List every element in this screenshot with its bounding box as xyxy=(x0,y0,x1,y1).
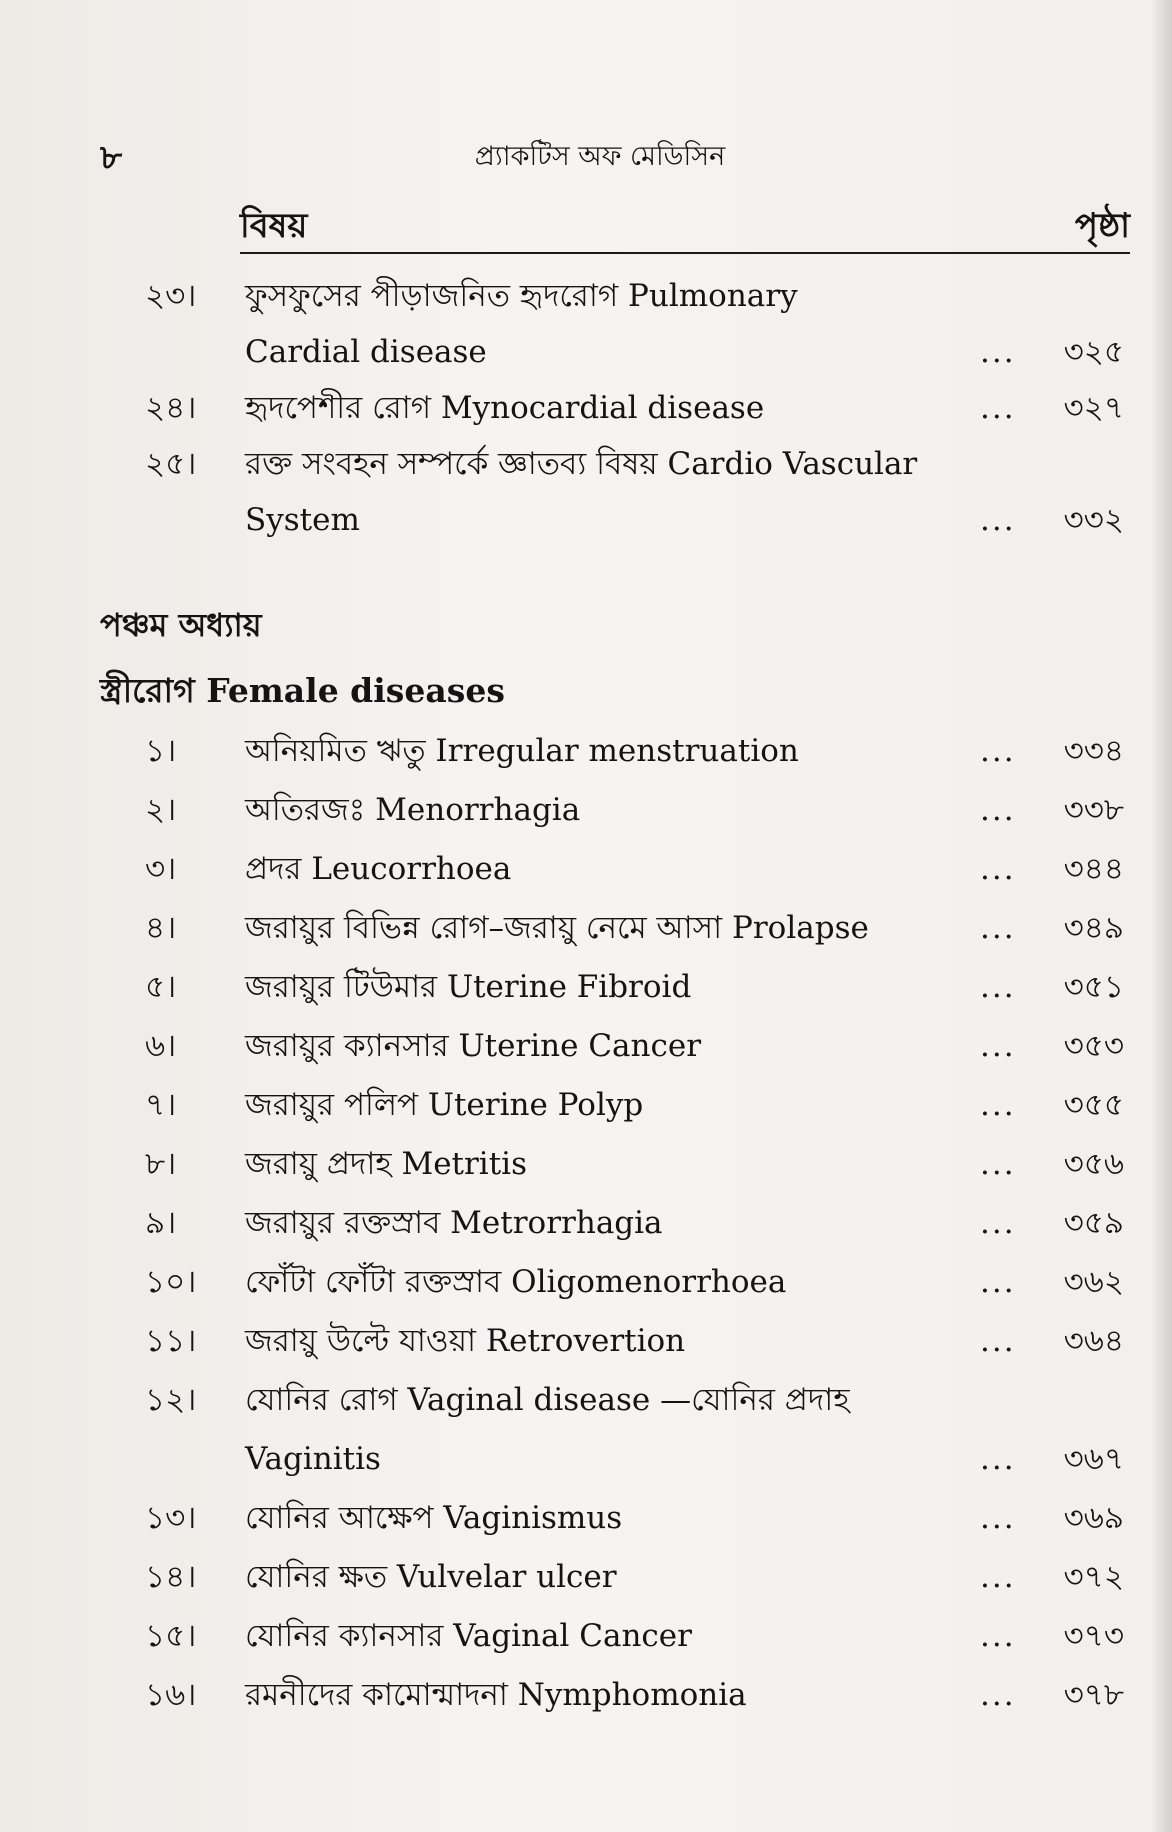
list-item xyxy=(0,1312,1172,1371)
entry-title: যোনির ক্ষত Vulvelar ulcer xyxy=(245,1559,617,1595)
entry-title: রমনীদের কামোন্মাদনা Nymphomonia xyxy=(245,1677,747,1713)
subject-heading: বিষয় xyxy=(240,206,308,246)
leader-dots: ... xyxy=(980,969,1016,1005)
list-item xyxy=(0,1076,1172,1135)
entry-number: ২৩। xyxy=(145,278,197,314)
leader-dots: ... xyxy=(980,1441,1016,1477)
list-item xyxy=(0,268,1172,324)
list-item xyxy=(0,781,1172,840)
entry-title: প্রদর Leucorrhoea xyxy=(245,851,512,887)
entry-number: ২৪। xyxy=(145,390,197,426)
list-item-continuation xyxy=(0,492,1172,548)
leader-dots: ... xyxy=(980,1500,1016,1536)
entry-number: ১২। xyxy=(145,1382,197,1418)
page-number: ৮ xyxy=(100,138,123,178)
entry-title: জরায়ুর ক্যানসার Uterine Cancer xyxy=(245,1028,702,1064)
list-item xyxy=(0,1548,1172,1607)
list-item xyxy=(0,899,1172,958)
entry-number: ৪। xyxy=(145,910,177,946)
list-item xyxy=(0,436,1172,492)
entry-number: ২। xyxy=(145,792,177,828)
entry-number: ১। xyxy=(145,733,177,769)
heading-rule xyxy=(240,252,1130,254)
contents-section-a xyxy=(0,268,1172,548)
entry-title: হৃদপেশীর রোগ Mynocardial disease xyxy=(245,390,765,426)
list-item xyxy=(0,1371,1172,1430)
entry-title: অতিরজঃ Menorrhagia xyxy=(245,792,581,828)
entry-page: ৩৬৪ xyxy=(1063,1323,1124,1359)
entry-title-continued: System xyxy=(245,502,360,538)
entry-number: ৫। xyxy=(145,969,177,1005)
entry-page: ৩৫৩ xyxy=(1063,1028,1124,1064)
entry-title: ফোঁটা ফোঁটা রক্তস্রাব Oligomenorrhoea xyxy=(245,1264,787,1300)
entry-number: ৭। xyxy=(145,1087,177,1123)
entry-page: ৩৬৭ xyxy=(1063,1441,1124,1477)
entry-title: জরায়ুর পলিপ Uterine Polyp xyxy=(245,1087,644,1123)
list-item xyxy=(0,1135,1172,1194)
leader-dots: ... xyxy=(980,1146,1016,1182)
entry-title: জরায়ুর বিভিন্ন রোগ–জরায়ু নেমে আসা Prolapse xyxy=(245,910,869,946)
list-item xyxy=(0,1017,1172,1076)
entry-page: ৩৪৪ xyxy=(1063,851,1124,887)
entry-title: অনিয়মিত ঋতু Irregular menstruation xyxy=(245,733,799,769)
leader-dots: ... xyxy=(980,1323,1016,1359)
leader-dots: ... xyxy=(980,1264,1016,1300)
entry-title: জরায়ু প্রদাহ Metritis xyxy=(245,1146,528,1182)
entry-page: ৩৫১ xyxy=(1063,969,1124,1005)
entry-title: রক্ত সংবহন সম্পর্কে জ্ঞাতব্য বিষয় Cardio Vascular xyxy=(245,446,918,482)
entry-page: ৩৪৯ xyxy=(1063,910,1124,946)
entry-page: ৩৬৯ xyxy=(1063,1500,1124,1536)
leader-dots: ... xyxy=(980,1618,1016,1654)
entry-number: ৯। xyxy=(145,1205,177,1241)
entry-page: ৩৩৮ xyxy=(1063,792,1124,828)
entry-title: জরায়ু উল্টে যাওয়া Retrovertion xyxy=(245,1323,686,1359)
leader-dots: ... xyxy=(980,910,1016,946)
entry-page: ৩৩৪ xyxy=(1063,733,1124,769)
list-item xyxy=(0,840,1172,899)
running-title: প্র্যাকটিস অফ মেডিসিন xyxy=(474,141,726,172)
leader-dots: ... xyxy=(980,792,1016,828)
entry-title-continued: Cardial disease xyxy=(245,334,487,370)
leader-dots: ... xyxy=(980,390,1016,426)
entry-number: ৩। xyxy=(145,851,177,887)
leader-dots: ... xyxy=(980,1087,1016,1123)
entry-title: জরায়ুর টিউমার Uterine Fibroid xyxy=(245,969,692,1005)
list-item xyxy=(0,1194,1172,1253)
list-item xyxy=(0,1607,1172,1666)
entry-number: ১১। xyxy=(145,1323,197,1359)
entry-number: ১৬। xyxy=(145,1677,197,1713)
entry-number: ১৫। xyxy=(145,1618,197,1654)
entry-title: জরায়ুর রক্তস্রাব Metrorrhagia xyxy=(245,1205,663,1241)
entry-number: ১৪। xyxy=(145,1559,197,1595)
list-item xyxy=(0,1666,1172,1725)
entry-page: ৩৫৬ xyxy=(1063,1146,1124,1182)
list-item xyxy=(0,1253,1172,1312)
entry-page: ৩৫৫ xyxy=(1063,1087,1124,1123)
list-item-continuation xyxy=(0,1430,1172,1489)
list-item xyxy=(0,380,1172,436)
leader-dots: ... xyxy=(980,502,1016,538)
leader-dots: ... xyxy=(980,733,1016,769)
leader-dots: ... xyxy=(980,1559,1016,1595)
entry-page: ৩৬২ xyxy=(1063,1264,1124,1300)
page-header xyxy=(100,132,1100,182)
entry-page: ৩৭৮ xyxy=(1063,1677,1124,1713)
chapter-heading: পঞ্চম অধ্যায় xyxy=(100,606,262,644)
list-item xyxy=(0,722,1172,781)
entry-number: ২৫। xyxy=(145,446,197,482)
list-item xyxy=(0,958,1172,1017)
entry-page: ৩২৭ xyxy=(1063,390,1124,426)
entry-title: যোনির রোগ Vaginal disease —যোনির প্রদাহ xyxy=(245,1382,850,1418)
entry-number: ১০। xyxy=(145,1264,197,1300)
page-edge-shadow xyxy=(1150,0,1172,1832)
entry-number: ১৩। xyxy=(145,1500,197,1536)
entry-number: ৮। xyxy=(145,1146,177,1182)
entry-page: ৩৭৩ xyxy=(1063,1618,1124,1654)
column-headings xyxy=(240,200,1130,256)
leader-dots: ... xyxy=(980,1028,1016,1064)
leader-dots: ... xyxy=(980,1205,1016,1241)
page-heading: পৃষ্ঠা xyxy=(1074,206,1130,246)
list-item xyxy=(0,1489,1172,1548)
entry-title-continued: Vaginitis xyxy=(245,1441,381,1477)
leader-dots: ... xyxy=(980,334,1016,370)
entry-page: ৩৫৯ xyxy=(1063,1205,1124,1241)
leader-dots: ... xyxy=(980,851,1016,887)
leader-dots: ... xyxy=(980,1677,1016,1713)
contents-section-b xyxy=(0,722,1172,1725)
entry-title: যোনির ক্যানসার Vaginal Cancer xyxy=(245,1618,692,1654)
entry-number: ৬। xyxy=(145,1028,177,1064)
entry-title: ফুসফুসের পীড়াজনিত হৃদরোগ Pulmonary xyxy=(245,278,798,314)
chapter-subtitle: স্ত্রীরোগ Female diseases xyxy=(100,671,505,710)
entry-title: যোনির আক্ষেপ Vaginismus xyxy=(245,1500,623,1536)
entry-page: ৩৩২ xyxy=(1063,502,1124,538)
list-item-continuation xyxy=(0,324,1172,380)
entry-page: ৩২৫ xyxy=(1063,334,1124,370)
entry-page: ৩৭২ xyxy=(1063,1559,1124,1595)
